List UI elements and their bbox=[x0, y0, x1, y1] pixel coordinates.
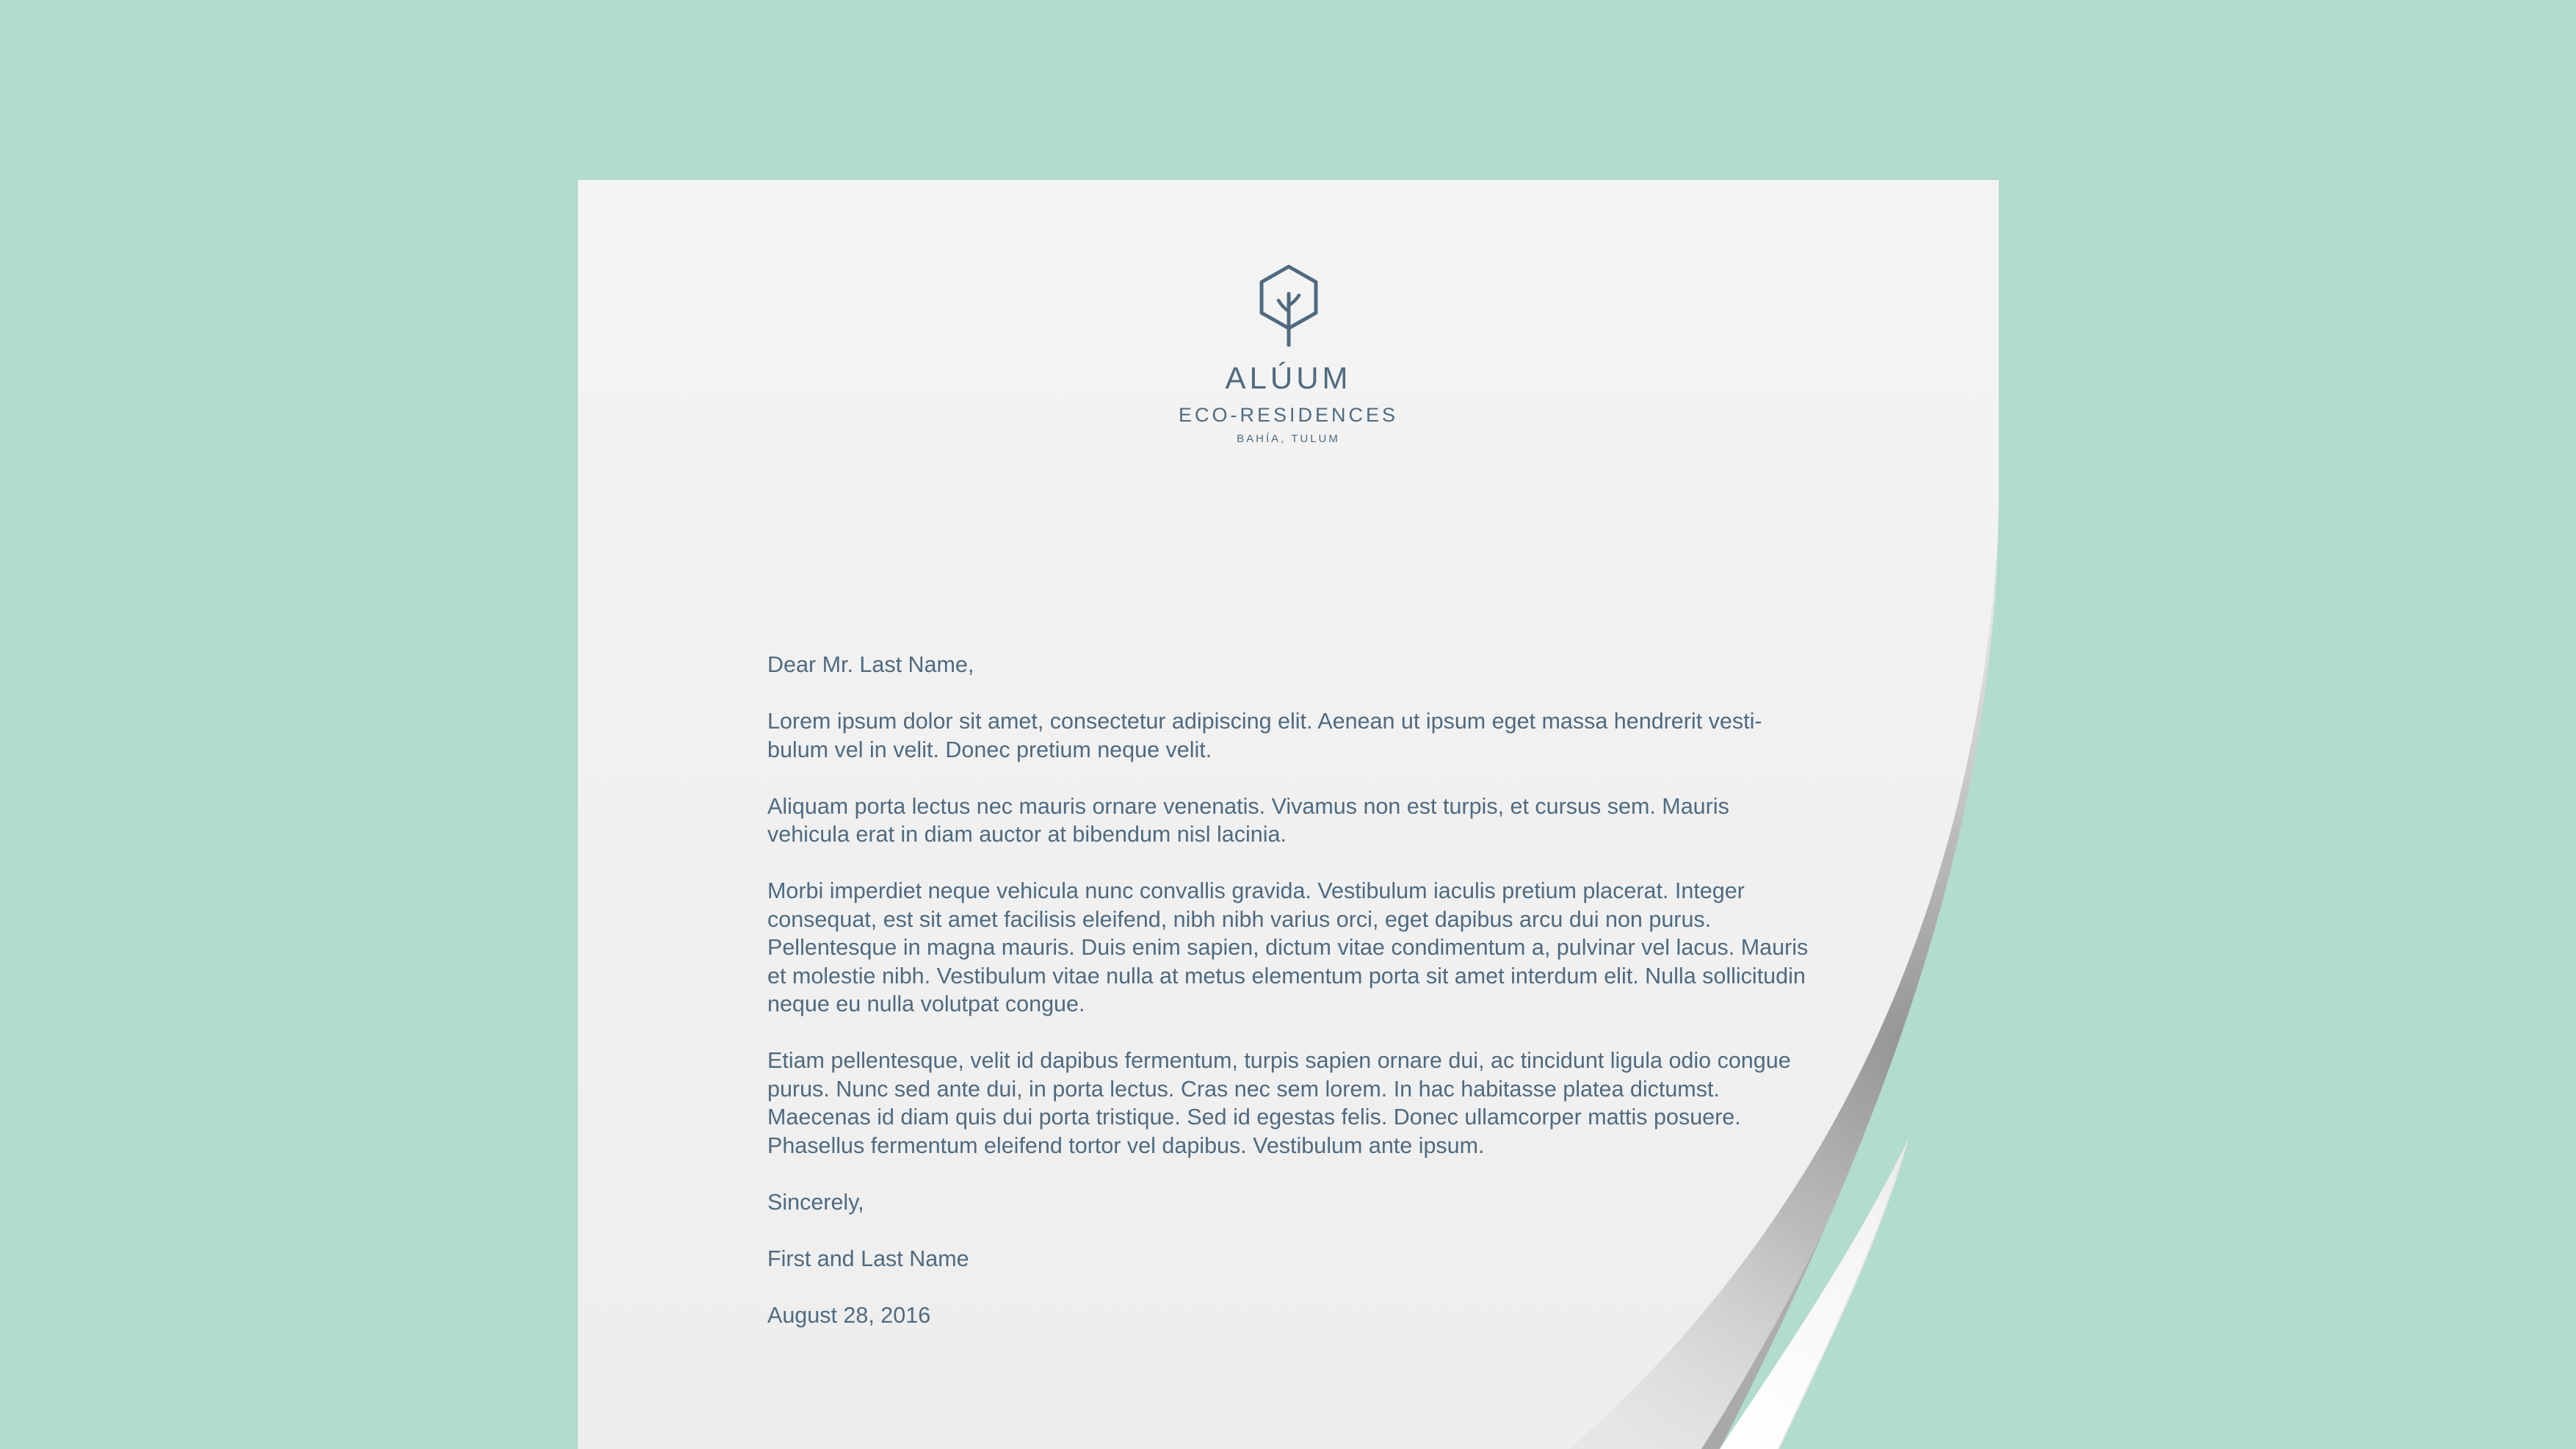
closing: Sincerely, bbox=[767, 1189, 864, 1215]
letterhead bbox=[578, 264, 1999, 444]
paragraph: Lorem ipsum dolor sit amet, consectetur adipiscing elit. Aenean ut ipsum eget massa hendrerit vesti-bulum vel in velit. Donec pretium neque velit. bbox=[767, 709, 1762, 762]
letter-body bbox=[767, 651, 1814, 1329]
signature: First and Last Name bbox=[767, 1246, 969, 1271]
letter-date: August 28, 2016 bbox=[767, 1302, 931, 1328]
paragraph: Morbi imperdiet neque vehicula nunc convallis gravida. Vestibulum iaculis pretium placerat. Integer consequat, est sit amet facilisis eleifend, nibh nibh varius orci, eget dapibus arcu dui non purus. Pellentesque in magna mauris. Duis enim sapien, dictum vitae condimentum a, pulvinar vel lacus. Mauris et molestie nibh. Vestibulum vitae nulla at metus elementum porta sit amet interdum elit. Nulla sollicitudin neque eu nulla volutpat congue. bbox=[767, 878, 1809, 1016]
paragraph: Aliquam porta lectus nec mauris ornare venenatis. Vivamus non est turpis, et cursus sem. Mauris vehicula erat in diam auctor at bibendum nisl lacinia. bbox=[767, 793, 1729, 847]
paragraph: Etiam pellentesque, velit id dapibus fermentum, turpis sapien ornare dui, ac tincidunt ligula odio congue purus. Nunc sed ante dui, in porta lectus. Cras nec sem lorem. In hac habitasse platea dictumst. Maecenas id diam quis dui porta tristique. Sed id egestas felis. Donec ullamcorper mattis posuere. Phasellus fermentum eleifend tortor vel dapibus. Vestibulum ante ipsum. bbox=[767, 1048, 1791, 1158]
brand-subtitle: ECO-RESIDENCES bbox=[1178, 404, 1399, 426]
brand-name: ALÚUM bbox=[1225, 361, 1352, 395]
brand-location: BAHÍA, TULUM bbox=[1237, 433, 1340, 445]
hexagon-tree-icon bbox=[1258, 264, 1320, 347]
letter-sheet bbox=[578, 180, 1999, 1449]
salutation: Dear Mr. Last Name, bbox=[767, 652, 974, 677]
